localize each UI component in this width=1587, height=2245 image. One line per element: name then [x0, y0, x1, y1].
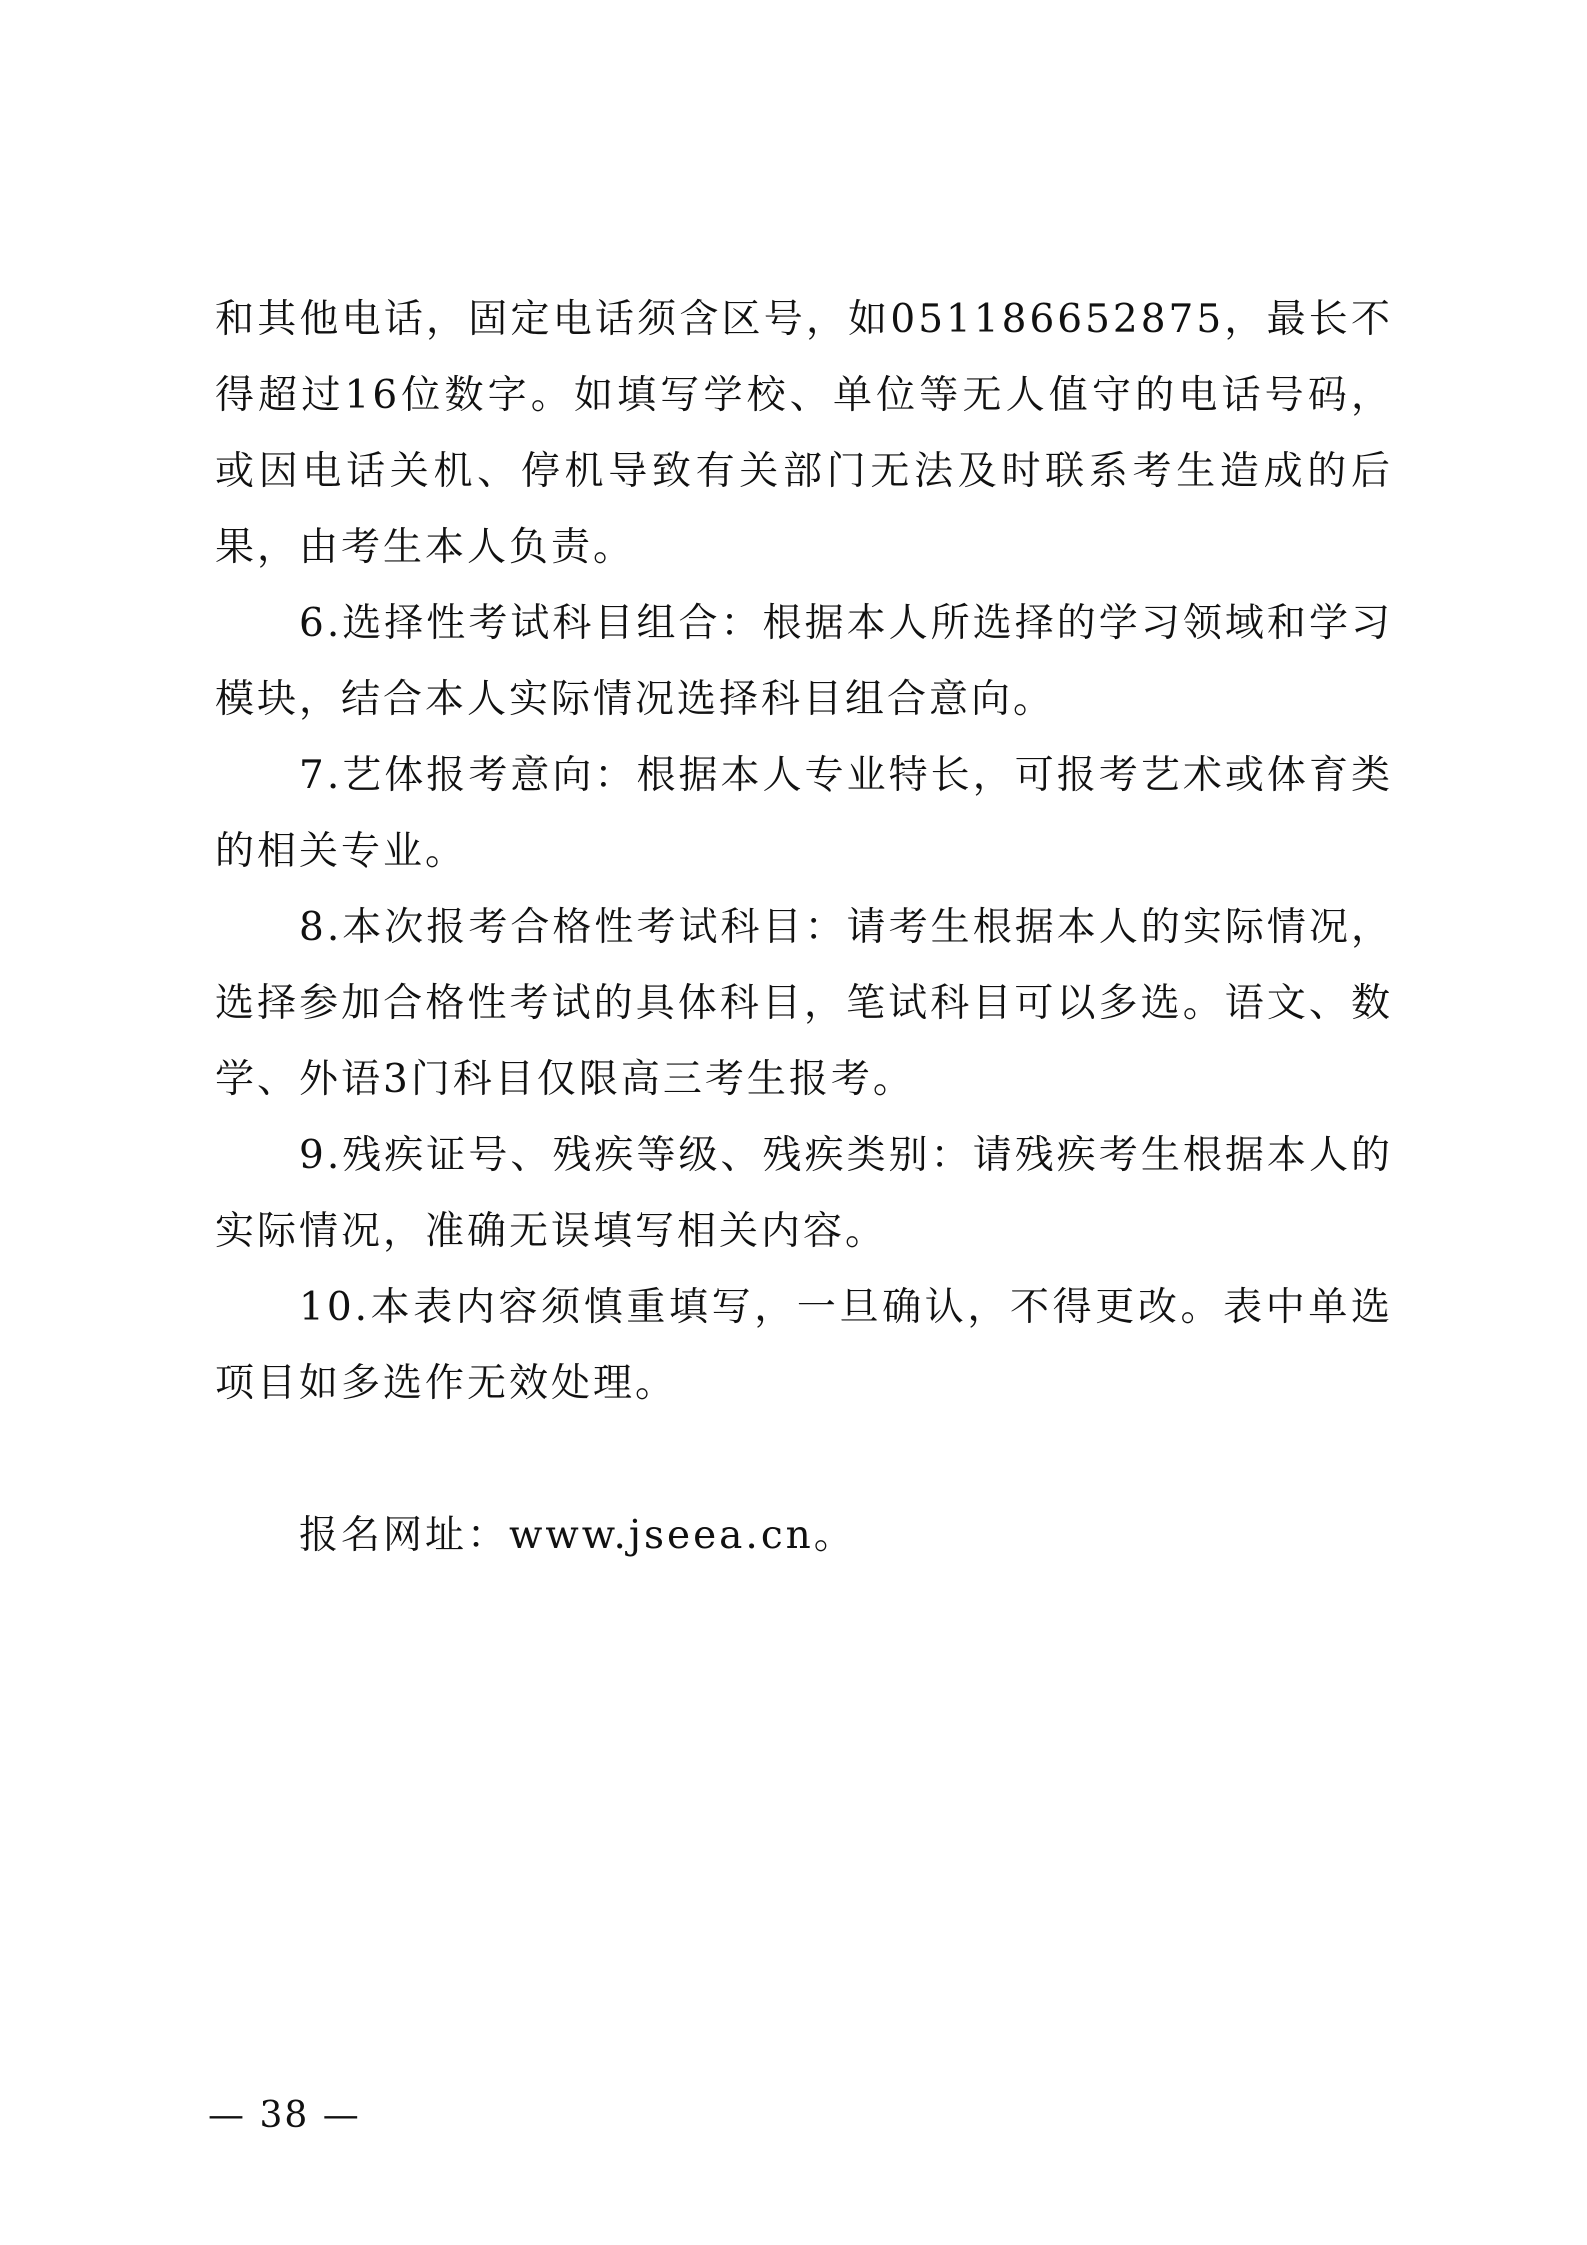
paragraph-item-7: 7.艺体报考意向：根据本人专业特长，可报考艺术或体育类的相关专业。 [215, 753, 1393, 874]
paragraph-item-9: 9.残疾证号、残疾等级、残疾类别：请残疾考生根据本人的实际情况，准确无误填写相关内容。 [215, 1133, 1393, 1254]
paragraph-phone-note: 和其他电话，固定电话须含区号，如051186652875，最长不得超过16位数字。如填写学校、单位等无人值守的电话号码，或因电话关机、停机导致有关部门无法及时联系考生造成的后果，由考生本人负责。 [215, 297, 1393, 570]
paragraph-item-8: 8.本次报考合格性考试科目：请考生根据本人的实际情况，选择参加合格性考试的具体科目，笔试科目可以多选。语文、数学、外语3门科目仅限高三考生报考。 [215, 905, 1393, 1102]
registration-url: 报名网址：www.jseea.cn。 [299, 1513, 856, 1558]
document-body [215, 282, 1393, 1574]
page-number: — 38 — [208, 2095, 361, 2136]
paragraph-item-10: 10.本表内容须慎重填写，一旦确认，不得更改。表中单选项目如多选作无效处理。 [215, 1285, 1393, 1406]
paragraph-spacer [215, 1422, 1393, 1498]
paragraph-item-6: 6.选择性考试科目组合：根据本人所选择的学习领域和学习模块，结合本人实际情况选择科目组合意向。 [215, 601, 1393, 722]
